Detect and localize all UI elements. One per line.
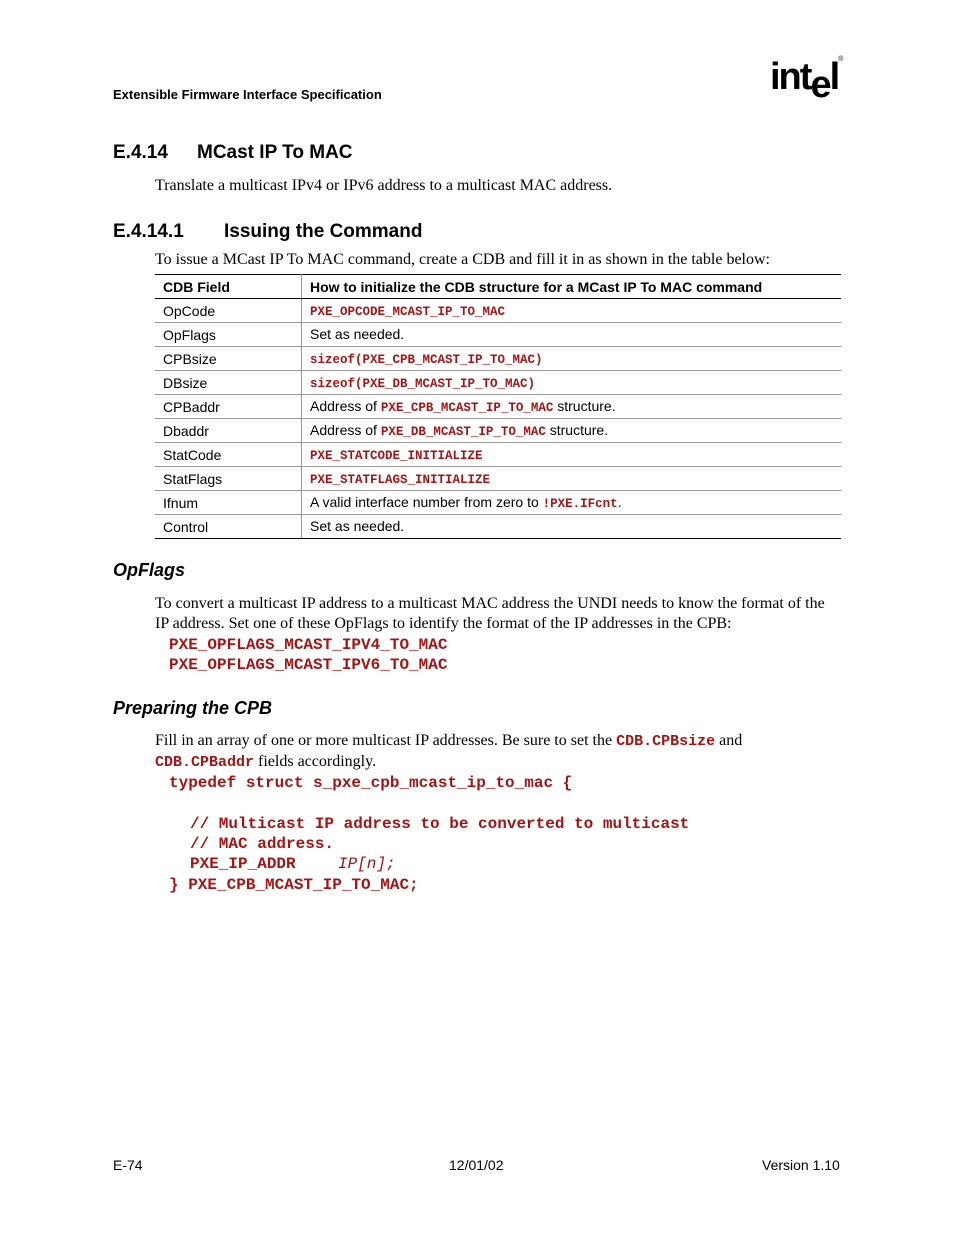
code-line-comment-1: // Multicast IP address to be converted to multicast — [190, 815, 690, 833]
subsection-heading — [113, 221, 422, 243]
opflag-ipv6: PXE_OPFLAGS_MCAST_IPV6_TO_MAC — [169, 656, 448, 674]
code-line-close: } PXE_CPB_MCAST_IP_TO_MAC; — [169, 876, 419, 894]
cdb-field: Ifnum — [155, 491, 302, 515]
cdb-table — [155, 274, 841, 539]
section-number: E.4.14 — [113, 142, 168, 163]
cdb-value: PXE_OPCODE_MCAST_IP_TO_MAC — [302, 299, 842, 323]
table-row — [155, 395, 841, 419]
cpb-heading: Preparing the CPB — [113, 698, 273, 718]
table-row — [155, 347, 841, 371]
table-row — [155, 467, 841, 491]
cdb-value: A valid interface number from zero to !PXE.IFcnt. — [302, 491, 842, 515]
code-line-comment-2: // MAC address. — [190, 835, 335, 853]
cdb-field: CPBaddr — [155, 395, 302, 419]
footer-date: 12/01/02 — [449, 1157, 504, 1173]
cdb-value: Address of PXE_DB_MCAST_IP_TO_MAC structure. — [302, 419, 842, 443]
table-header-field: CDB Field — [155, 275, 302, 299]
cdb-field: CPBsize — [155, 347, 302, 371]
cdb-field: StatFlags — [155, 467, 302, 491]
opflags-text: To convert a multicast IP address to a multicast MAC address the UNDI needs to know the format of the IP address. Set one of these OpFlags to identify the format of the IP addresses in the CPB: — [155, 595, 825, 632]
cdb-field: DBsize — [155, 371, 302, 395]
cdb-value: Address of PXE_CPB_MCAST_IP_TO_MAC structure. — [302, 395, 842, 419]
section-title: MCast IP To MAC — [197, 142, 353, 163]
cdb-field: OpFlags — [155, 323, 302, 347]
table-row — [155, 443, 841, 467]
cdb-field: StatCode — [155, 443, 302, 467]
opflags-heading: OpFlags — [113, 560, 186, 580]
table-row — [155, 419, 841, 443]
table-header-row — [155, 275, 841, 299]
table-row — [155, 491, 841, 515]
cpb-text: Fill in an array of one or more multicast IP addresses. Be sure to set the CDB.CPBsize and CDB.CPBaddr fields accordingly. — [155, 732, 743, 771]
cdb-value: sizeof(PXE_CPB_MCAST_IP_TO_MAC) — [302, 347, 842, 371]
subsection-number: E.4.14.1 — [113, 221, 184, 242]
cdb-field: OpCode — [155, 299, 302, 323]
cdb-value: Set as needed. — [302, 323, 842, 347]
cdb-field: Control — [155, 515, 302, 539]
cdb-value: Set as needed. — [302, 515, 842, 539]
section-heading — [113, 142, 353, 164]
subsection-title: Issuing the Command — [224, 221, 423, 242]
intel-logo: intel® — [770, 56, 842, 106]
table-row — [155, 371, 841, 395]
code-line-field-type: PXE_IP_ADDR — [190, 855, 296, 873]
cdb-value: PXE_STATCODE_INITIALIZE — [302, 443, 842, 467]
cdb-value: sizeof(PXE_DB_MCAST_IP_TO_MAC) — [302, 371, 842, 395]
table-row — [155, 323, 841, 347]
document-header-title: Extensible Firmware Interface Specification — [113, 87, 382, 102]
cdb-value: PXE_STATFLAGS_INITIALIZE — [302, 467, 842, 491]
table-row — [155, 299, 841, 323]
table-row — [155, 515, 841, 539]
opflag-ipv4: PXE_OPFLAGS_MCAST_IPV4_TO_MAC — [169, 636, 448, 654]
table-header-init: How to initialize the CDB structure for a MCast IP To MAC command — [302, 275, 842, 299]
subsection-intro: To issue a MCast IP To MAC command, create a CDB and fill it in as shown in the table below: — [155, 251, 770, 268]
footer-page-number: E-74 — [113, 1157, 143, 1173]
section-intro: Translate a multicast IPv4 or IPv6 address to a multicast MAC address. — [155, 177, 613, 194]
code-line-field-name: IP[n]; — [338, 855, 396, 873]
footer-version: Version 1.10 — [762, 1157, 840, 1173]
cdb-field: Dbaddr — [155, 419, 302, 443]
code-line-typedef: typedef struct s_pxe_cpb_mcast_ip_to_mac { — [169, 774, 573, 792]
